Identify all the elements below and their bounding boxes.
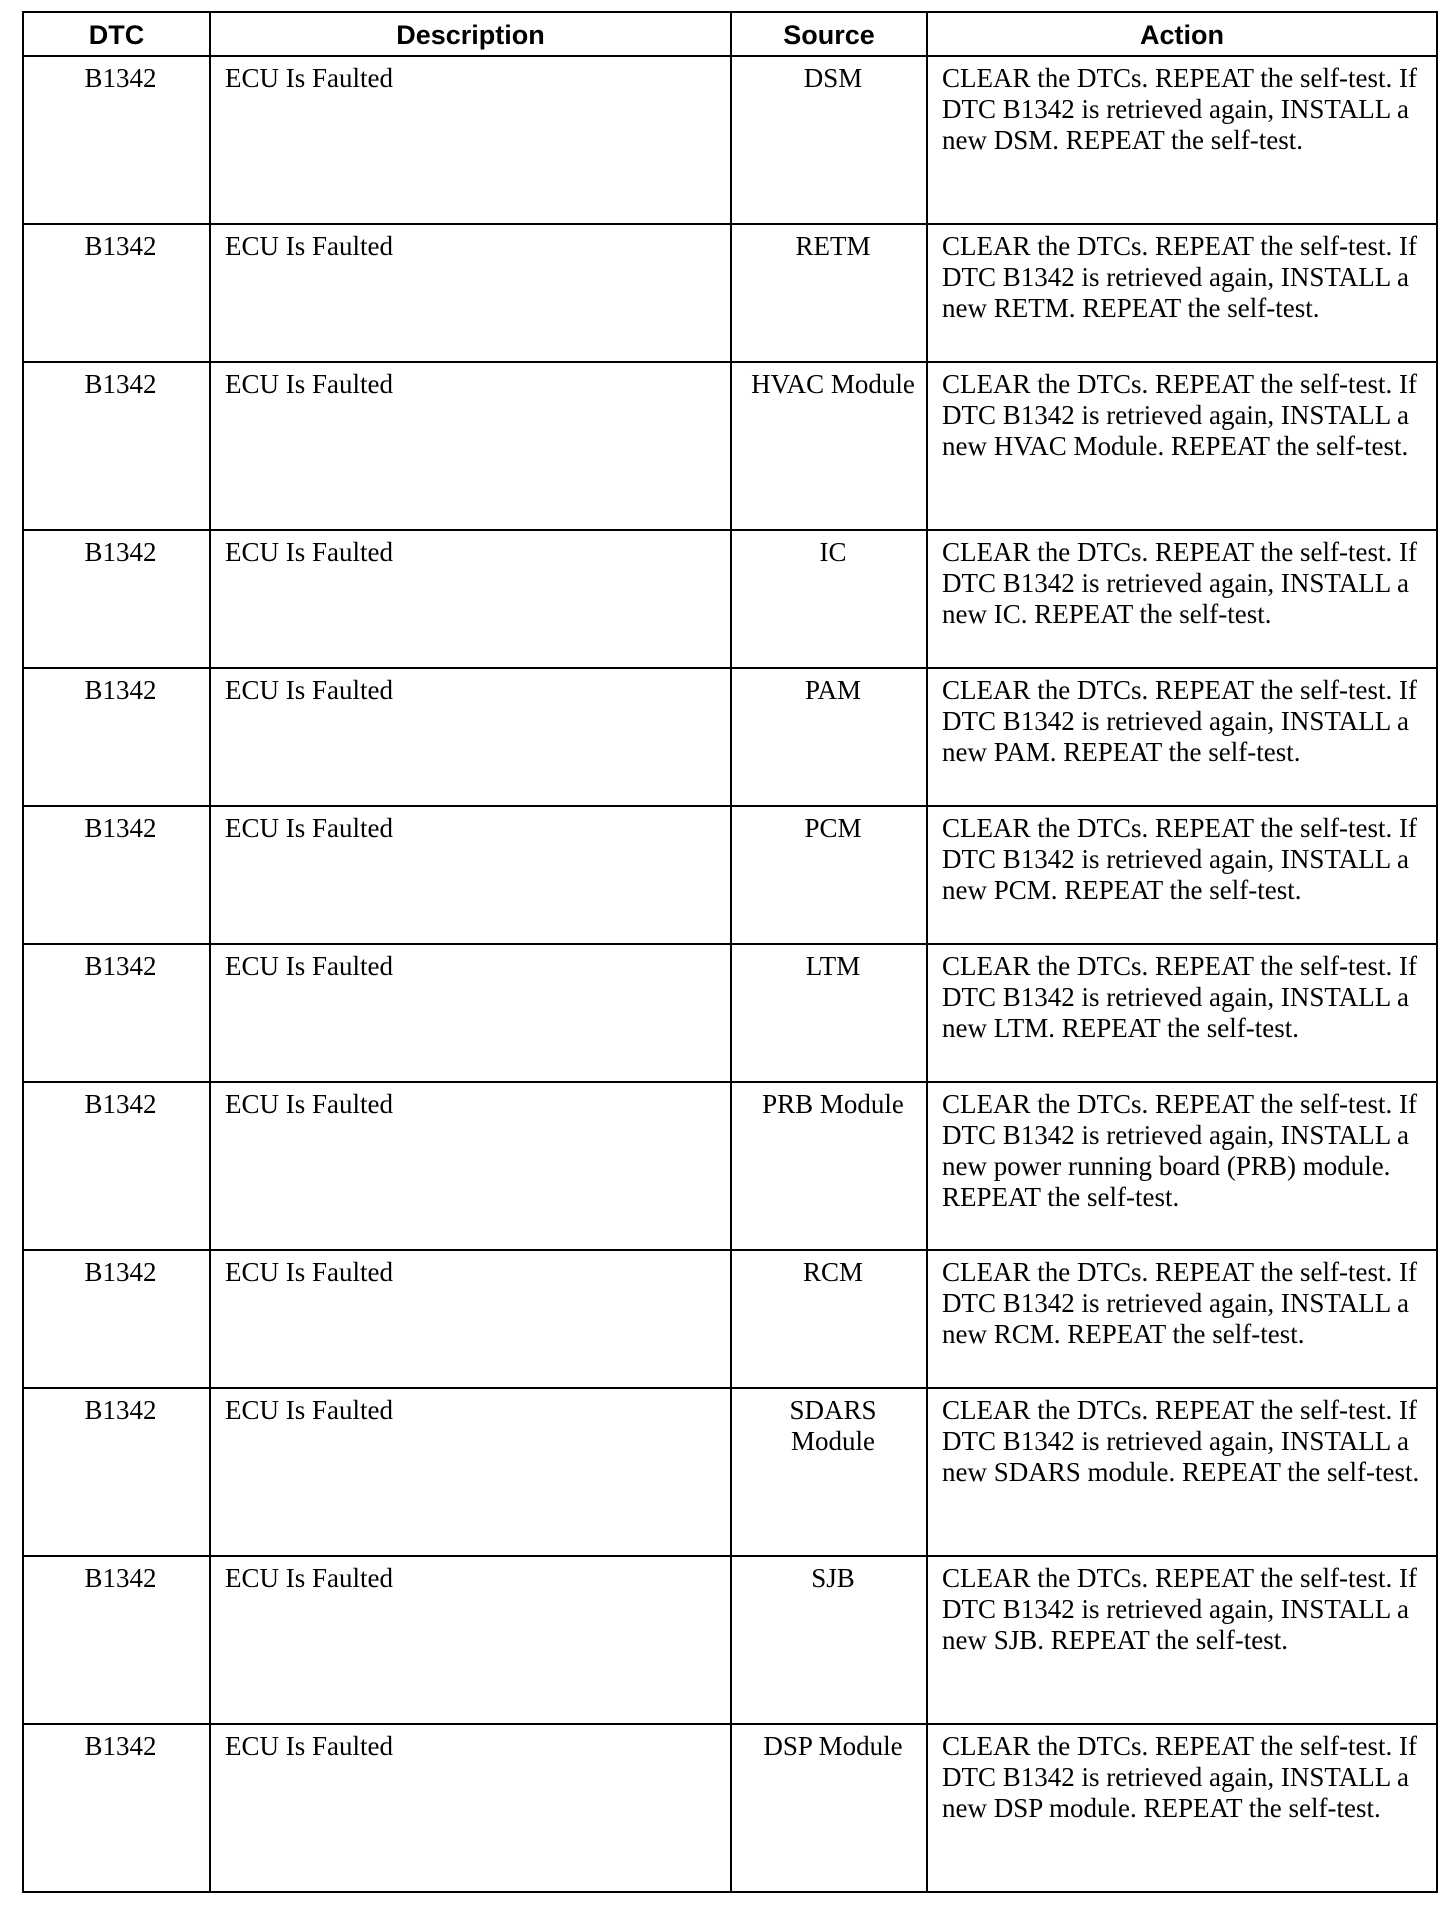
cell-source: PAM	[731, 668, 927, 806]
cell-dtc: B1342	[23, 1556, 210, 1724]
table-row	[23, 362, 1437, 530]
cell-action: CLEAR the DTCs. REPEAT the self-test. If DTC B1342 is retrieved again, INSTALL a new RETM. REPEAT the self-test.	[927, 224, 1437, 362]
cell-source: PCM	[731, 806, 927, 944]
cell-description: ECU Is Faulted	[210, 56, 731, 224]
cell-dtc: B1342	[23, 668, 210, 806]
cell-source: SJB	[731, 1556, 927, 1724]
cell-description: ECU Is Faulted	[210, 1388, 731, 1556]
cell-action: CLEAR the DTCs. REPEAT the self-test. If DTC B1342 is retrieved again, INSTALL a new RCM. REPEAT the self-test.	[927, 1250, 1437, 1388]
cell-dtc: B1342	[23, 1388, 210, 1556]
table-row	[23, 668, 1437, 806]
cell-description: ECU Is Faulted	[210, 1556, 731, 1724]
table-row	[23, 944, 1437, 1082]
cell-description: ECU Is Faulted	[210, 1724, 731, 1892]
table-row	[23, 1250, 1437, 1388]
header-description: Description	[210, 12, 731, 56]
header-action: Action	[927, 12, 1437, 56]
cell-dtc: B1342	[23, 362, 210, 530]
cell-action: CLEAR the DTCs. REPEAT the self-test. If DTC B1342 is retrieved again, INSTALL a new PCM. REPEAT the self-test.	[927, 806, 1437, 944]
cell-description: ECU Is Faulted	[210, 1082, 731, 1250]
cell-dtc: B1342	[23, 1082, 210, 1250]
cell-dtc: B1342	[23, 806, 210, 944]
cell-description: ECU Is Faulted	[210, 944, 731, 1082]
cell-action: CLEAR the DTCs. REPEAT the self-test. If DTC B1342 is retrieved again, INSTALL a new HVAC Module. REPEAT the self-test.	[927, 362, 1437, 530]
table-row	[23, 224, 1437, 362]
cell-dtc: B1342	[23, 944, 210, 1082]
table-row	[23, 1724, 1437, 1892]
cell-source: DSM	[731, 56, 927, 224]
table-header-row	[23, 12, 1437, 56]
header-dtc: DTC	[23, 12, 210, 56]
cell-source: LTM	[731, 944, 927, 1082]
cell-action: CLEAR the DTCs. REPEAT the self-test. If DTC B1342 is retrieved again, INSTALL a new power running board (PRB) module. REPEAT the self-test.	[927, 1082, 1437, 1250]
cell-dtc: B1342	[23, 1724, 210, 1892]
cell-source: HVAC Module	[731, 362, 927, 530]
cell-action: CLEAR the DTCs. REPEAT the self-test. If DTC B1342 is retrieved again, INSTALL a new DSM. REPEAT the self-test.	[927, 56, 1437, 224]
cell-dtc: B1342	[23, 530, 210, 668]
table-row	[23, 1388, 1437, 1556]
cell-action: CLEAR the DTCs. REPEAT the self-test. If DTC B1342 is retrieved again, INSTALL a new SJB. REPEAT the self-test.	[927, 1556, 1437, 1724]
cell-description: ECU Is Faulted	[210, 806, 731, 944]
cell-dtc: B1342	[23, 224, 210, 362]
cell-source: DSP Module	[731, 1724, 927, 1892]
cell-description: ECU Is Faulted	[210, 224, 731, 362]
cell-source: RETM	[731, 224, 927, 362]
cell-action: CLEAR the DTCs. REPEAT the self-test. If DTC B1342 is retrieved again, INSTALL a new DSP module. REPEAT the self-test.	[927, 1724, 1437, 1892]
cell-source: RCM	[731, 1250, 927, 1388]
cell-description: ECU Is Faulted	[210, 1250, 731, 1388]
cell-action: CLEAR the DTCs. REPEAT the self-test. If DTC B1342 is retrieved again, INSTALL a new SDARS module. REPEAT the self-test.	[927, 1388, 1437, 1556]
cell-source: SDARS Module	[731, 1388, 927, 1556]
table-row	[23, 530, 1437, 668]
cell-description: ECU Is Faulted	[210, 530, 731, 668]
cell-source: PRB Module	[731, 1082, 927, 1250]
cell-dtc: B1342	[23, 1250, 210, 1388]
cell-description: ECU Is Faulted	[210, 668, 731, 806]
cell-description: ECU Is Faulted	[210, 362, 731, 530]
cell-action: CLEAR the DTCs. REPEAT the self-test. If DTC B1342 is retrieved again, INSTALL a new IC. REPEAT the self-test.	[927, 530, 1437, 668]
cell-action: CLEAR the DTCs. REPEAT the self-test. If DTC B1342 is retrieved again, INSTALL a new LTM. REPEAT the self-test.	[927, 944, 1437, 1082]
table-row	[23, 806, 1437, 944]
cell-source: IC	[731, 530, 927, 668]
cell-action: CLEAR the DTCs. REPEAT the self-test. If DTC B1342 is retrieved again, INSTALL a new PAM. REPEAT the self-test.	[927, 668, 1437, 806]
dtc-table	[22, 11, 1438, 1893]
cell-dtc: B1342	[23, 56, 210, 224]
header-source: Source	[731, 12, 927, 56]
table-row	[23, 1556, 1437, 1724]
table-row	[23, 56, 1437, 224]
table-row	[23, 1082, 1437, 1250]
